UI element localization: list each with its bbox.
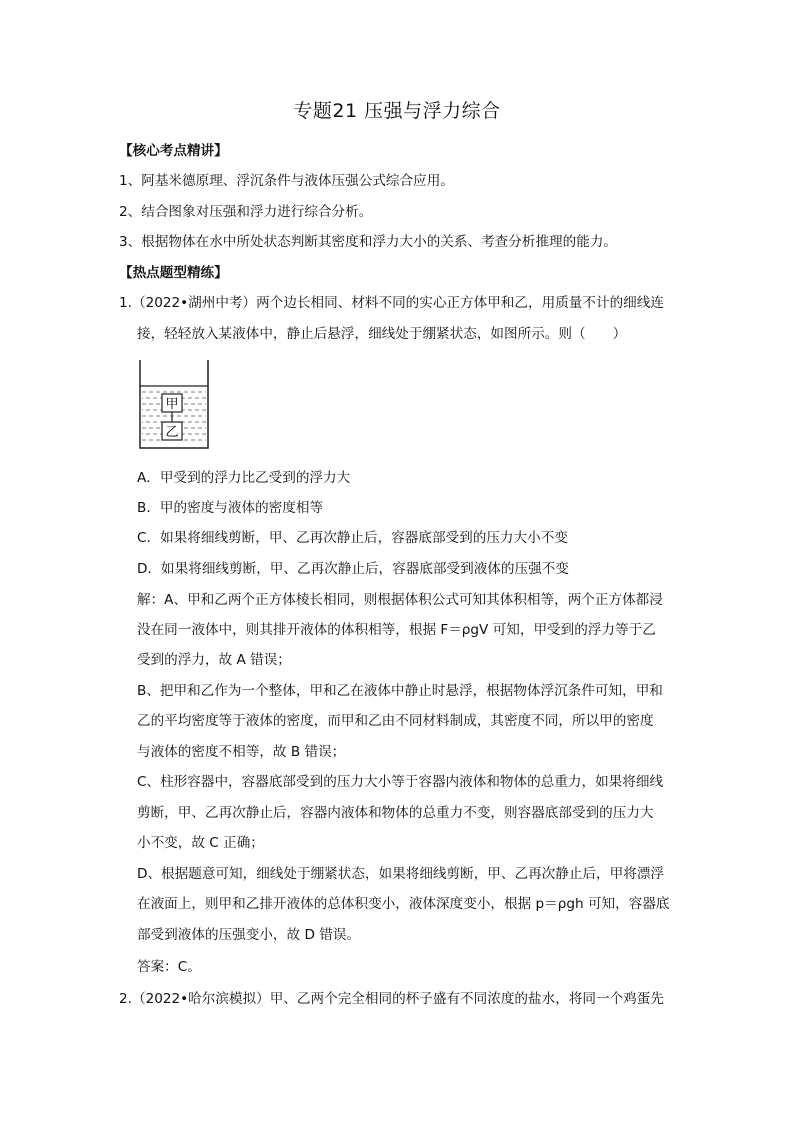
solution-line: 部受到液体的压强变小，故 D 错误。 [137, 927, 361, 943]
question-1-stem-line-2: 接，轻轻放入某液体中，静止后悬浮，细线处于绷紧状态，如图所示。则（ ） [137, 326, 627, 342]
solution-line: 受到的浮力，故 A 错误； [137, 652, 291, 668]
solution-line: 解：A、甲和乙两个正方体棱长相同，则根据体积公式可知其体积相等，两个正方体都浸 [137, 592, 663, 608]
question-1-stem-line-1: 1.（2022•湖州中考）两个边长相同、材料不同的实心正方体甲和乙，用质量不计的细线连 [119, 295, 664, 311]
core-point-3: 3、根据物体在水中所处状态判断其密度和浮力大小的关系、考查分析推理的能力。 [119, 234, 618, 250]
question-1-option-d: D．如果将细线剪断，甲、乙再次静止后，容器底部受到液体的压强不变 [137, 561, 569, 577]
question-1-option-b: B．甲的密度与液体的密度相等 [137, 500, 324, 516]
question-1-option-a: A．甲受到的浮力比乙受到的浮力大 [137, 470, 351, 486]
solution-line: B、把甲和乙作为一个整体，甲和乙在液体中静止时悬浮，根据物体浮沉条件可知，甲和 [137, 683, 663, 699]
cube-yi-label: 乙 [165, 425, 179, 440]
core-point-1: 1、阿基米德原理、浮沉条件与液体压强公式综合应用。 [119, 173, 454, 189]
core-point-2: 2、结合图象对压强和浮力进行综合分析。 [119, 204, 373, 220]
solution-line: 剪断，甲、乙再次静止后，容器内液体和物体的总重力不变，则容器底部受到的压力大 [137, 805, 654, 821]
question-1-figure [136, 356, 212, 452]
page-title: 专题21 压强与浮力综合 [293, 100, 501, 122]
solution-line: 与液体的密度不相等，故 B 错误； [137, 744, 346, 760]
solution-line: C、柱形容器中，容器底部受到的压力大小等于容器内液体和物体的总重力，如果将细线 [137, 774, 664, 790]
question-1-option-c: C．如果将细线剪断，甲、乙再次静止后，容器底部受到的压力大小不变 [137, 530, 568, 546]
solution-line: D、根据题意可知，细线处于绷紧状态，如果将细线剪断，甲、乙再次静止后，甲将漂浮 [137, 866, 665, 882]
solution-line: 在液面上，则甲和乙排开液体的总体积变小，液体深度变小，根据 p＝ρgh 可知，容器底 [137, 896, 670, 912]
cube-jia-label: 甲 [165, 397, 179, 412]
section-heading-core: 【核心考点精讲】 [119, 143, 228, 159]
section-heading-hot: 【热点题型精练】 [119, 265, 228, 281]
solution-line: 小不变，故 C 正确； [137, 835, 264, 851]
question-2-stem-line-1: 2.（2022•哈尔滨模拟）甲、乙两个完全相同的杯子盛有不同浓度的盐水，将同一个鸡蛋先 [119, 991, 664, 1007]
solution-line: 没在同一液体中，则其排开液体的体积相等，根据 F＝ρgV 可知，甲受到的浮力等于乙 [137, 622, 656, 638]
answer-line: 答案：C。 [137, 959, 201, 975]
solution-line: 乙的平均密度等于液体的密度，而甲和乙由不同材料制成，其密度不同，所以甲的密度 [137, 713, 654, 729]
